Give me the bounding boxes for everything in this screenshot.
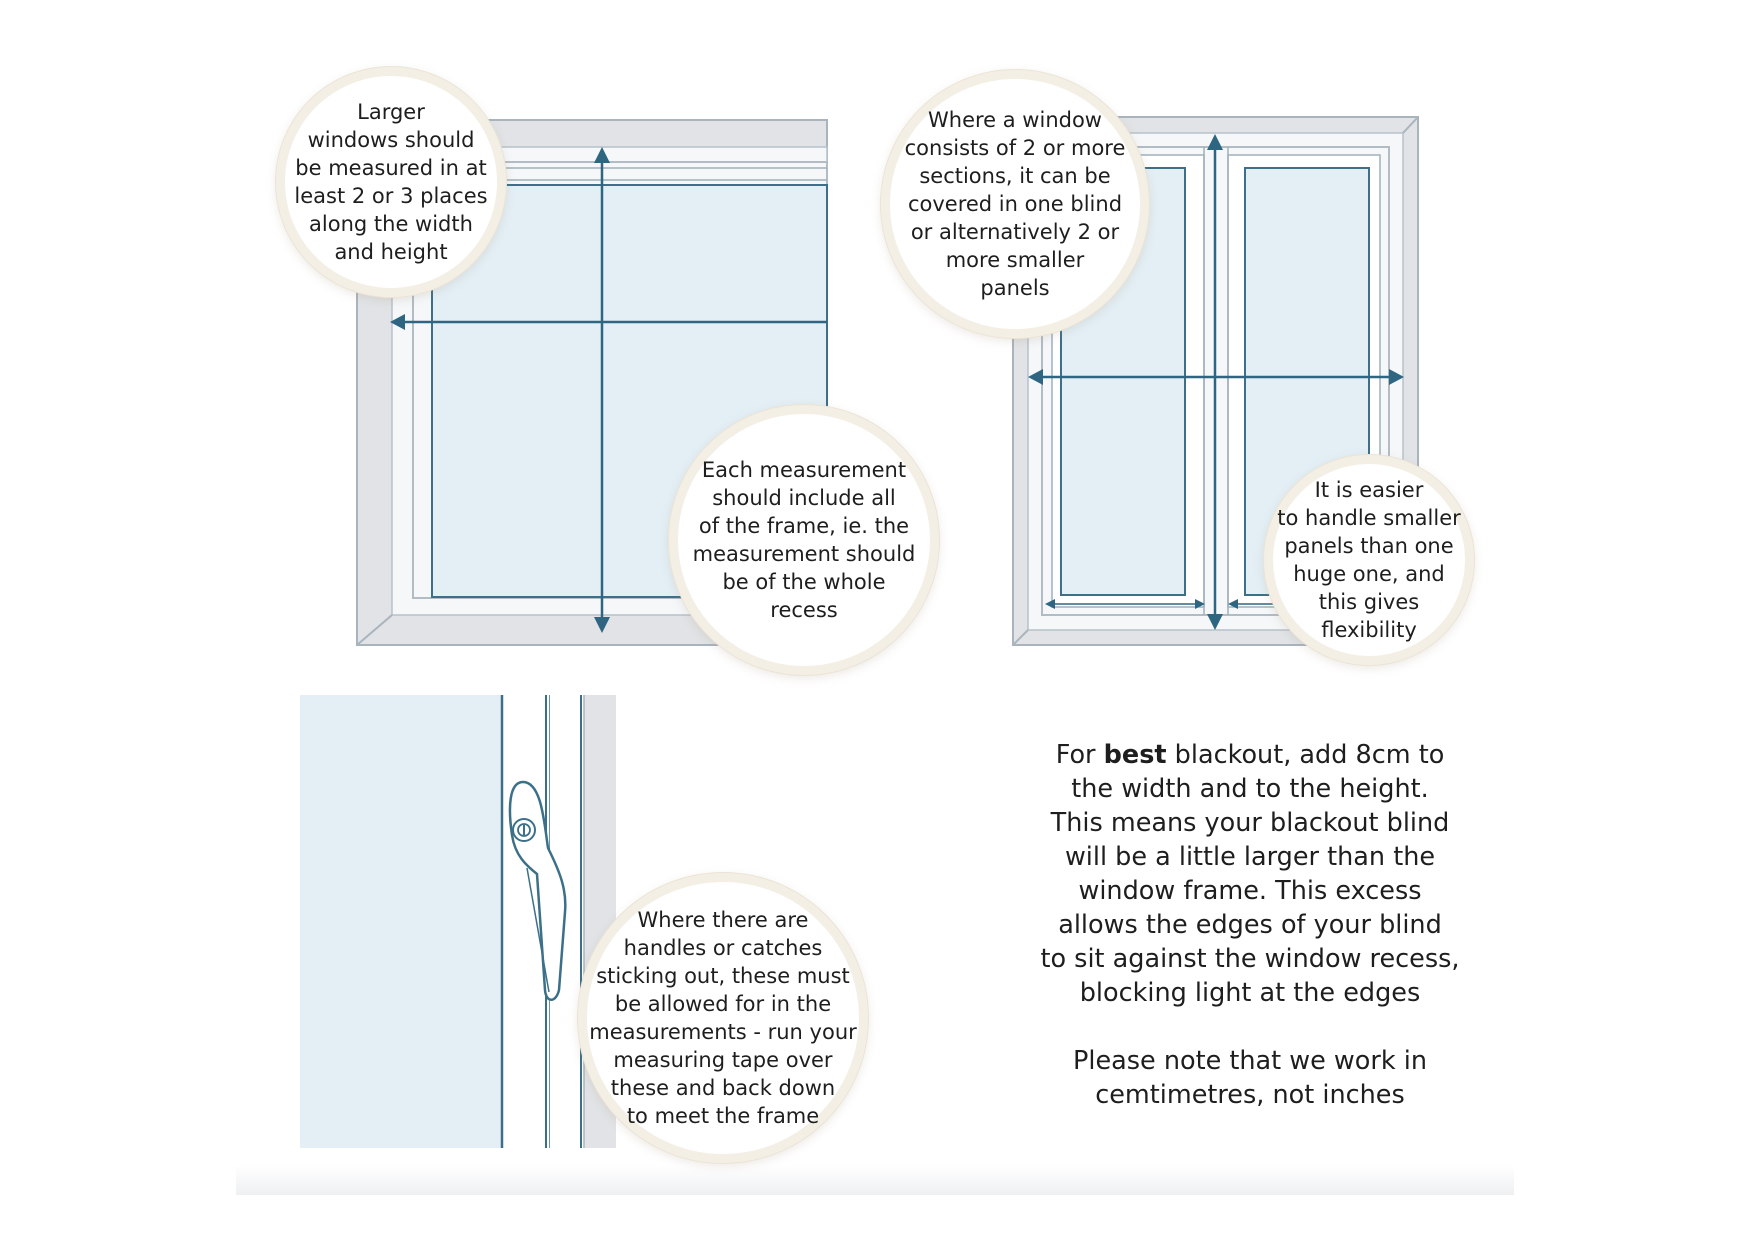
callout-smaller-panels (1264, 455, 1474, 665)
callout-larger-windows-text: Larger windows should be measured in at least 2 or 3 places along the width and height (294, 100, 488, 264)
blackout-advice (1000, 738, 1500, 1010)
callout-each-measurement (669, 405, 939, 675)
callout-handles (578, 873, 868, 1163)
callout-two-sections-text: Where a window consists of 2 or more sections, it can be covered in one blind or alternatively 2 or more smaller panels (904, 108, 1126, 300)
blackout-body: blackout, add 8cm to the width and to the height. This means your blackout blind will be a little larger than the window frame. This excess allows the edges of your blind to sit against the window recess, blocking light at the edges (1040, 740, 1460, 1008)
blackout-info (1000, 738, 1500, 1112)
callout-two-sections (881, 70, 1149, 338)
units-note: Please note that we work in cemtimetres, not inches (1072, 1046, 1427, 1110)
handle-closeup-diagram (300, 695, 616, 1148)
callout-handles-text: Where there are handles or catches sticking out, these must be allowed for in the measurements - run your measuring tape over these and back down to meet the frame (589, 908, 857, 1128)
bottom-shadow-band (236, 1165, 1514, 1195)
blackout-lead: For (1055, 740, 1104, 770)
callout-smaller-panels-text: It is easier to handle smaller panels than one huge one, and this gives flexibility (1277, 478, 1461, 642)
callout-larger-windows (276, 67, 506, 297)
callout-each-measurement-text: Each measurement should include all of the frame, ie. the measurement should be of the whole recess (692, 458, 916, 622)
blackout-emphasis: best (1103, 740, 1167, 770)
